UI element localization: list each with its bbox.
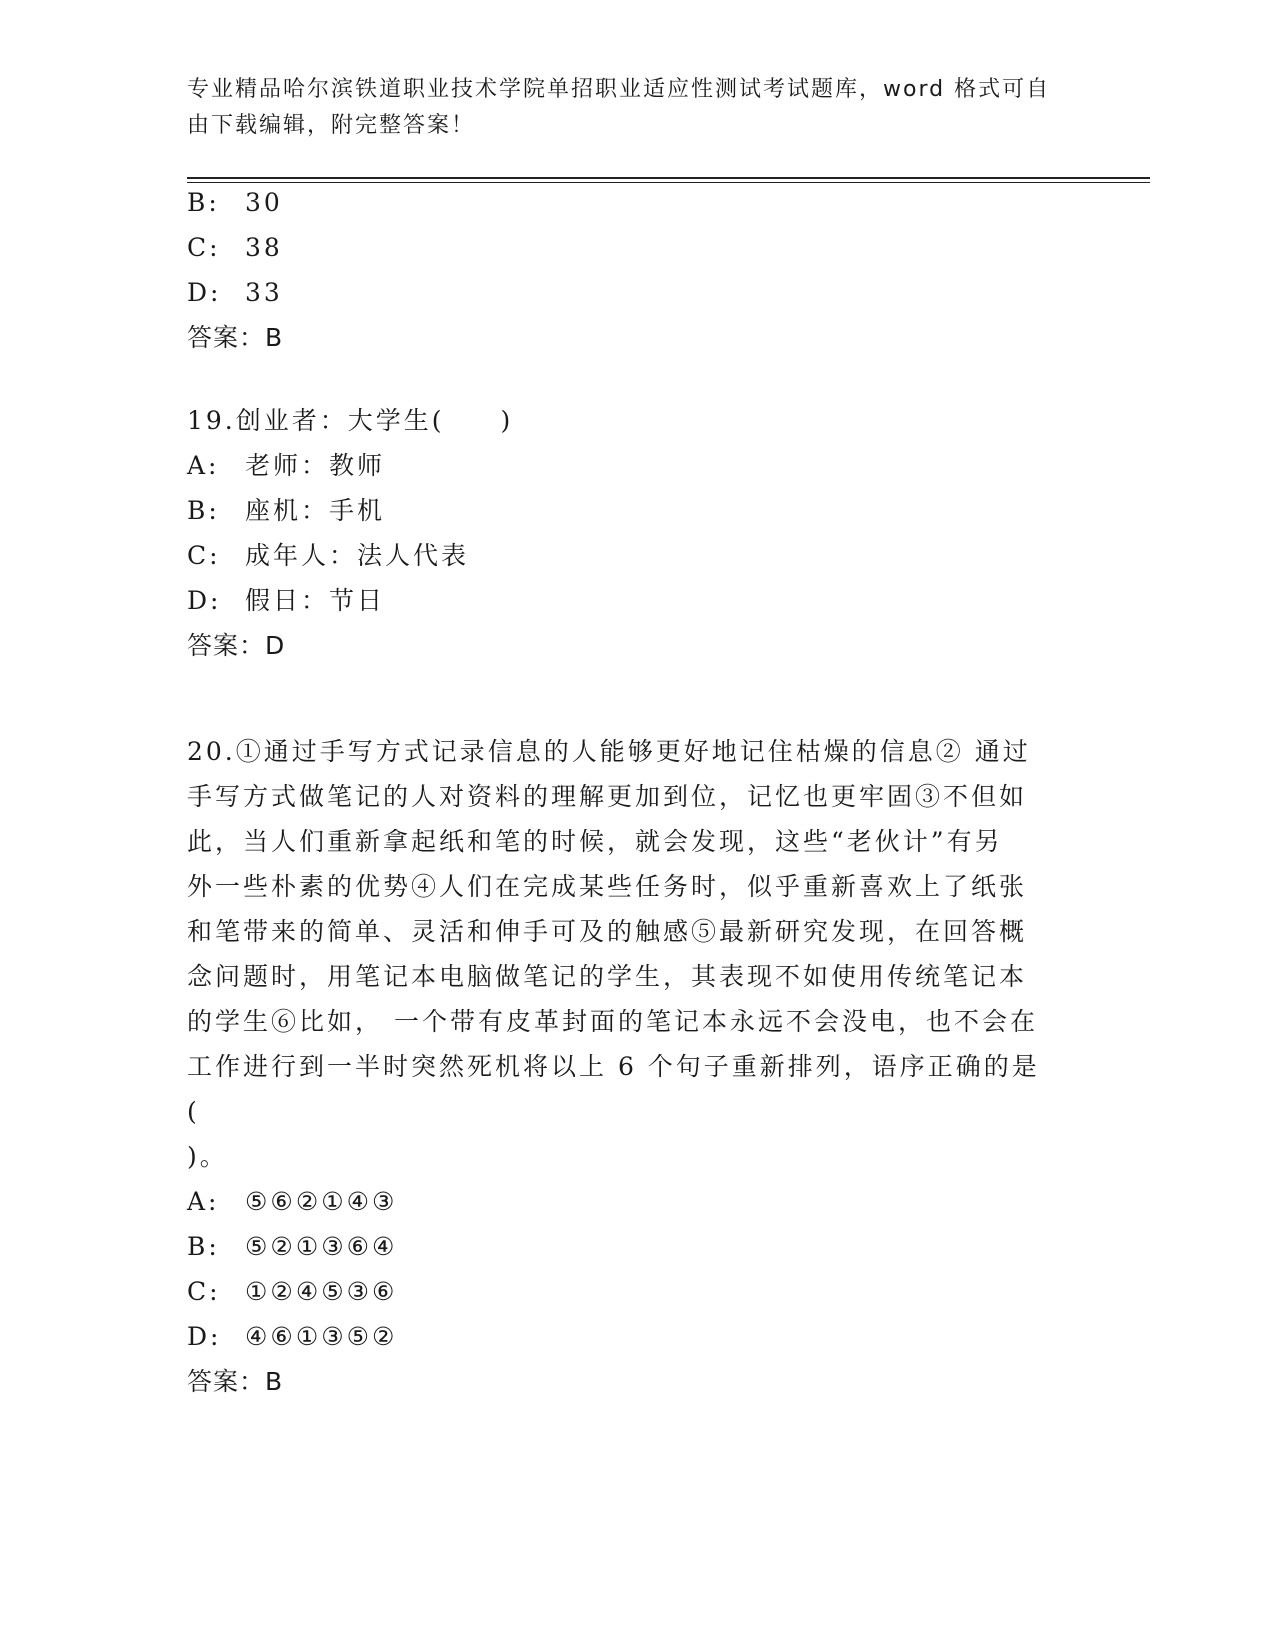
option-text: 老师：教师 <box>245 451 386 480</box>
answer-label: 答案：B <box>187 323 284 352</box>
option-text: 假日：节日 <box>245 586 386 615</box>
option-a <box>187 1179 1087 1224</box>
question-stem <box>187 729 1047 1179</box>
option-text: ④⑥①③⑤② <box>245 1322 398 1351</box>
stem-line: 念问题时，用笔记本电脑做笔记的学生，其表现不如使用传统笔记本 <box>187 962 1028 991</box>
question-20 <box>187 729 1087 1404</box>
stem-line: 手写方式做笔记的人对资料的理解更加到位，记忆也更牢固③不但如 <box>187 782 1028 811</box>
option-d <box>187 578 1087 623</box>
option-text: 30 <box>245 188 283 217</box>
stem-line: 的学生⑥比如， 一个带有皮革封面的笔记本永远不会没电，也不会在 <box>187 1007 1038 1036</box>
stem-line: 和笔带来的简单、灵活和伸手可及的触感⑤最新研究发现，在回答概 <box>187 917 1028 946</box>
option-letter: D: <box>187 586 222 615</box>
stem-line: )。 <box>187 1142 228 1171</box>
option-text: 33 <box>245 278 283 307</box>
option-d <box>187 1314 1087 1359</box>
option-letter: A: <box>187 1187 220 1216</box>
question-18 <box>187 180 1087 360</box>
option-letter: D: <box>187 1322 222 1351</box>
stem-line: 此，当人们重新拿起纸和笔的时候，就会发现，这些“老伙计”有另 <box>187 827 1003 856</box>
question-stem: 19.创业者：大学生( ) <box>187 406 514 435</box>
option-text: 成年人：法人代表 <box>245 541 470 570</box>
option-text: ⑤②①③⑥④ <box>245 1232 398 1261</box>
option-text: ①②④⑤③⑥ <box>245 1277 398 1306</box>
document-header <box>187 72 1067 144</box>
answer-label: 答案：B <box>187 1367 284 1396</box>
header-divider-thick <box>187 177 1150 179</box>
option-letter: B: <box>187 496 220 525</box>
option-letter: C: <box>187 233 221 262</box>
option-text: ⑤⑥②①④③ <box>245 1187 398 1216</box>
option-c <box>187 225 1087 270</box>
header-line-2: 由下载编辑，附完整答案！ <box>187 113 476 138</box>
option-text: 38 <box>245 233 283 262</box>
option-b <box>187 1224 1087 1269</box>
option-c <box>187 1269 1087 1314</box>
option-b <box>187 488 1087 533</box>
header-line-1: 专业精品哈尔滨铁道职业技术学院单招职业适应性测试考试题库，word 格式可自 <box>187 77 1051 102</box>
option-letter: A: <box>187 451 220 480</box>
option-c <box>187 533 1087 578</box>
answer-label: 答案：D <box>187 631 286 660</box>
option-text: 座机：手机 <box>245 496 386 525</box>
option-b <box>187 180 1087 225</box>
option-letter: B: <box>187 1232 220 1261</box>
question-19 <box>187 398 1087 668</box>
option-letter: C: <box>187 541 221 570</box>
stem-line: 外一些朴素的优势④人们在完成某些任务时，似乎重新喜欢上了纸张 <box>187 872 1028 901</box>
option-letter: D: <box>187 278 222 307</box>
option-a <box>187 443 1087 488</box>
option-letter: B: <box>187 188 220 217</box>
stem-line: 20.①通过手写方式记录信息的人能够更好地记住枯燥的信息② 通过 <box>187 737 1031 766</box>
stem-line: 工作进行到一半时突然死机将以上 6 个句子重新排列，语序正确的是( <box>187 1052 1040 1126</box>
option-d <box>187 270 1087 315</box>
option-letter: C: <box>187 1277 221 1306</box>
